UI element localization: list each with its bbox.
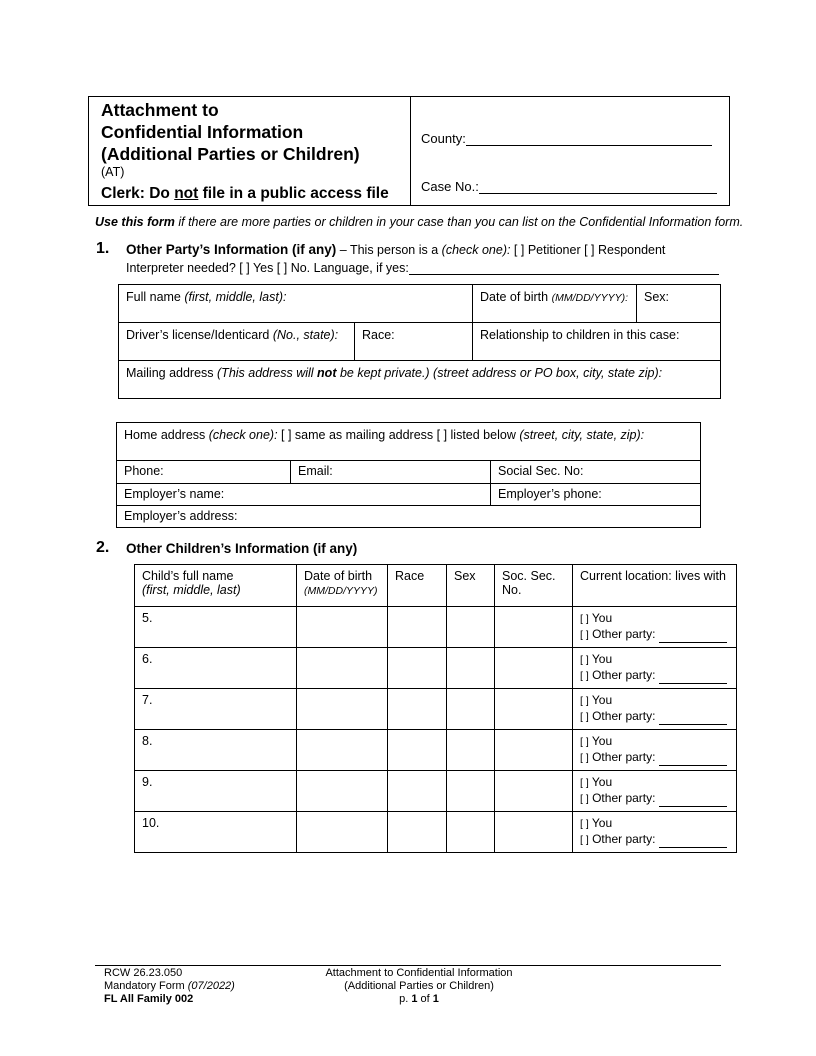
caption-title-cell (89, 97, 411, 205)
ssn-cell[interactable] (491, 461, 701, 484)
other-party-label: Other party: (588, 750, 659, 764)
child-race-cell[interactable] (388, 648, 447, 689)
dob-cell[interactable] (473, 285, 637, 323)
section-2-title: Other Children’s Information (if any) (126, 541, 358, 556)
party-info-table (118, 284, 721, 399)
footer-title-2: (Additional Parties or Children) (344, 980, 494, 992)
table-row (135, 771, 737, 812)
child-ssn-cell[interactable] (495, 689, 573, 730)
home-hint: (street, city, state, zip): (519, 428, 645, 442)
interpreter-line[interactable] (126, 261, 719, 275)
dob-label: Date of birth (480, 290, 552, 304)
other-party-checkbox[interactable]: [ ] (580, 629, 589, 641)
location-cell (573, 771, 737, 812)
form-title-line-2: Confidential Information (101, 122, 304, 142)
intro-bold: Use this form (95, 215, 175, 229)
child-ssn-cell[interactable] (495, 607, 573, 648)
other-party-checkbox[interactable]: [ ] (580, 793, 589, 805)
home-label: Home address (124, 428, 209, 442)
clerk-notice-suffix: file in a public access file (198, 185, 389, 202)
footer-form-id: FL All Family 002 (104, 993, 194, 1005)
caption-case-cell (411, 97, 729, 205)
other-party-label: Other party: (588, 668, 659, 682)
you-label: You (588, 734, 613, 748)
other-party-line[interactable] (659, 683, 727, 684)
location-cell (573, 812, 737, 853)
child-race-cell[interactable] (388, 689, 447, 730)
location-cell (573, 607, 737, 648)
other-party-checkbox[interactable]: [ ] (580, 834, 589, 846)
page-prefix: p. (399, 993, 412, 1005)
mailing-address-cell[interactable] (119, 361, 721, 399)
other-party-checkbox[interactable]: [ ] (580, 670, 589, 682)
you-checkbox[interactable]: [ ] (580, 777, 589, 789)
you-label: You (588, 693, 613, 707)
child-number[interactable]: 9. (135, 771, 297, 812)
table-row (135, 730, 737, 771)
you-label: You (588, 816, 613, 830)
other-party-checkbox[interactable]: [ ] (580, 711, 589, 723)
footer-mandatory (104, 980, 235, 993)
sex-label: Sex: (644, 290, 670, 304)
you-checkbox[interactable]: [ ] (580, 695, 589, 707)
you-label: You (588, 775, 613, 789)
county-label: County: (421, 131, 466, 146)
section-2-number: 2. (96, 539, 110, 556)
mailing-label: Mailing address (126, 366, 218, 380)
you-label: You (588, 652, 613, 666)
footer-divider (95, 965, 721, 966)
form-title-line-1: Attachment to (101, 100, 219, 120)
col-child-name-hint: (first, middle, last) (142, 583, 241, 597)
col-location: Current location: lives with (573, 565, 737, 607)
caption-box (88, 96, 730, 206)
table-row (135, 812, 737, 853)
check-one-hint: (check one): (441, 243, 511, 257)
child-sex-cell[interactable] (447, 689, 495, 730)
dl-cell[interactable] (119, 323, 355, 361)
page-number (298, 993, 540, 1006)
county-field[interactable] (421, 131, 712, 146)
footer-rcw: RCW 26.23.050 (104, 967, 183, 979)
other-party-line[interactable] (659, 765, 727, 766)
home-address-cell[interactable] (117, 423, 701, 461)
child-sex-cell[interactable] (447, 607, 495, 648)
col-child-name (135, 565, 297, 607)
table-row (135, 607, 737, 648)
location-cell (573, 648, 737, 689)
col-race: Race (388, 565, 447, 607)
footer-mandatory-date: (07/2022) (187, 980, 235, 992)
employer-phone-label: Employer’s phone: (498, 487, 602, 501)
you-checkbox[interactable]: [ ] (580, 654, 589, 666)
clerk-notice-prefix: Clerk: Do (101, 185, 175, 202)
mailing-hint-b: be kept private.) (street address or PO box, city, state zip): (336, 366, 663, 380)
col-dob-hint: (MM/DD/YYYY) (304, 585, 378, 597)
form-code: (AT) (101, 165, 125, 179)
full-name-cell[interactable] (119, 285, 473, 323)
you-checkbox[interactable]: [ ] (580, 736, 589, 748)
relationship-cell[interactable] (473, 323, 721, 361)
you-label: You (588, 611, 613, 625)
phone-cell[interactable] (117, 461, 291, 484)
employer-name-label: Employer’s name: (124, 487, 225, 501)
child-race-cell[interactable] (388, 730, 447, 771)
child-number[interactable]: 5. (135, 607, 297, 648)
intro-rest: if there are more parties or children in your case than you can list on the Confidential Information form. (174, 215, 744, 229)
other-party-checkbox[interactable]: [ ] (580, 752, 589, 764)
page-total: 1 (432, 993, 439, 1005)
child-dob-cell[interactable] (297, 730, 388, 771)
child-sex-cell[interactable] (447, 730, 495, 771)
dl-hint: (No., state): (272, 328, 339, 342)
table-row (135, 689, 737, 730)
page-of: of (417, 993, 433, 1005)
party-role-options[interactable]: [ ] Petitioner [ ] Respondent (510, 243, 666, 257)
dob-hint: (MM/DD/YYYY): (551, 292, 628, 304)
location-cell (573, 689, 737, 730)
table-row (135, 648, 737, 689)
col-sex: Sex (447, 565, 495, 607)
child-ssn-cell[interactable] (495, 771, 573, 812)
section-1-dash: – This person is a (336, 243, 442, 257)
race-cell[interactable] (355, 323, 473, 361)
form-title-line-3: (Additional Parties or Children) (101, 144, 360, 164)
full-name-label: Full name (126, 290, 185, 304)
child-number[interactable]: 7. (135, 689, 297, 730)
county-line[interactable] (466, 145, 712, 146)
child-dob-cell[interactable] (297, 812, 388, 853)
home-info-table (116, 422, 701, 528)
email-cell[interactable] (291, 461, 491, 484)
language-line[interactable] (409, 274, 719, 275)
case-number-label: Case No.: (421, 179, 479, 194)
child-race-cell[interactable] (388, 771, 447, 812)
sex-cell[interactable] (637, 285, 721, 323)
child-sex-cell[interactable] (447, 771, 495, 812)
child-sex-cell[interactable] (447, 812, 495, 853)
col-dob-label: Date of birth (304, 569, 373, 583)
location-cell (573, 730, 737, 771)
email-label: Email: (298, 464, 333, 478)
child-dob-cell[interactable] (297, 689, 388, 730)
col-child-name-label: Child’s full name (142, 569, 234, 583)
phone-label: Phone: (124, 464, 164, 478)
ssn-label: Social Sec. No: (498, 464, 584, 478)
case-number-field[interactable] (421, 179, 717, 194)
other-party-line[interactable] (659, 806, 727, 807)
employer-name-cell[interactable] (117, 484, 491, 506)
child-dob-cell[interactable] (297, 648, 388, 689)
section-1-heading (126, 242, 665, 257)
other-party-label: Other party: (588, 791, 659, 805)
col-dob (297, 565, 388, 607)
employer-address-label: Employer’s address: (124, 509, 238, 523)
employer-address-cell[interactable] (117, 506, 701, 528)
child-number[interactable]: 8. (135, 730, 297, 771)
case-number-line[interactable] (479, 193, 717, 194)
other-party-line[interactable] (659, 642, 727, 643)
child-ssn-cell[interactable] (495, 730, 573, 771)
child-dob-cell[interactable] (297, 771, 388, 812)
clerk-notice (101, 185, 410, 203)
child-ssn-cell[interactable] (495, 812, 573, 853)
other-party-label: Other party: (588, 832, 659, 846)
col-ssn: Soc. Sec. No. (495, 565, 573, 607)
interpreter-label: Interpreter needed? [ ] Yes [ ] No. Language, if yes: (126, 261, 409, 275)
footer-center (298, 967, 540, 1006)
home-check-hint: (check one): (208, 428, 278, 442)
full-name-hint: (first, middle, last): (184, 290, 287, 304)
other-party-line[interactable] (659, 847, 727, 848)
mailing-not: not (317, 366, 337, 380)
page-current: 1 (411, 993, 418, 1005)
child-dob-cell[interactable] (297, 607, 388, 648)
you-checkbox[interactable]: [ ] (580, 613, 589, 625)
employer-phone-cell[interactable] (491, 484, 701, 506)
other-party-label: Other party: (588, 627, 659, 641)
child-sex-cell[interactable] (447, 648, 495, 689)
other-party-line[interactable] (659, 724, 727, 725)
mailing-hint-a: (This address will (217, 366, 318, 380)
child-race-cell[interactable] (388, 812, 447, 853)
section-1-title: Other Party’s Information (if any) (126, 242, 337, 257)
child-race-cell[interactable] (388, 607, 447, 648)
footer-mandatory-label: Mandatory Form (104, 980, 188, 992)
dl-label: Driver’s license/Identicard (126, 328, 273, 342)
section-1-number: 1. (96, 240, 110, 257)
child-number[interactable]: 10. (135, 812, 297, 853)
footer-title-1: Attachment to Confidential Information (325, 967, 513, 979)
footer-left (104, 967, 235, 1006)
children-table (134, 564, 737, 853)
child-number[interactable]: 6. (135, 648, 297, 689)
clerk-notice-not: not (174, 185, 199, 202)
race-label: Race: (362, 328, 395, 342)
other-party-label: Other party: (588, 709, 659, 723)
you-checkbox[interactable]: [ ] (580, 818, 589, 830)
relationship-label: Relationship to children in this case: (480, 328, 680, 342)
home-options[interactable]: [ ] same as mailing address [ ] listed below (277, 428, 520, 442)
child-ssn-cell[interactable] (495, 648, 573, 689)
intro-text (95, 215, 743, 229)
